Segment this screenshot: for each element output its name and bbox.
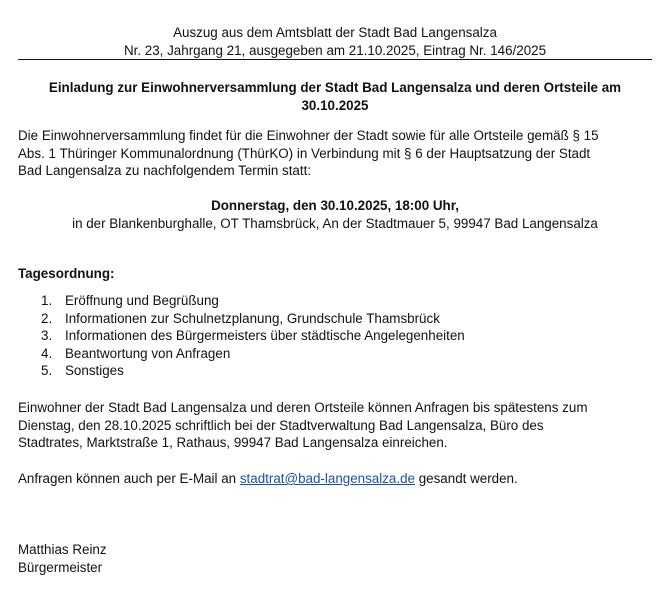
email-link[interactable]: stadtrat@bad-langensalza.de [239, 471, 415, 486]
requests-line-3: Stadtrates, Marktstraße 1, Rathaus, 99947 Bad Langensalza einreichen. [18, 435, 448, 451]
appointment-block [0, 197, 670, 232]
email-text-before: Anfragen können auch per E-Mail an [18, 471, 240, 486]
agenda-item-text: Beantwortung von Anfragen [65, 345, 231, 361]
document-title [18, 79, 652, 114]
agenda-item-text: Informationen des Bürgermeisters über städtische Angelegenheiten [65, 328, 465, 344]
gazette-header-line-2: Nr. 23, Jahrgang 21, ausgegeben am 21.10.2025, Eintrag Nr. 146/2025 [123, 42, 547, 58]
header-divider [18, 59, 652, 60]
signature-name: Matthias Reinz [18, 542, 107, 557]
agenda-list [18, 292, 465, 380]
gazette-header [0, 24, 670, 59]
signature-block [18, 541, 107, 578]
appointment-location: in der Blankenburghalle, OT Thamsbrück, An der Stadtmauer 5, 99947 Bad Langensalza [72, 215, 598, 231]
agenda-item-text: Sonstiges [65, 363, 124, 379]
agenda-item [18, 345, 465, 363]
requests-line-2: Dienstag, den 28.10.2025 schriftlich bei der Stadtverwaltung Bad Langensalza, Büro des [18, 417, 544, 433]
requests-paragraph [18, 399, 654, 452]
intro-line-1: Die Einwohnerversammlung findet für die Einwohner der Stadt sowie für alle Ortsteile gemäß § 15 [18, 128, 599, 143]
document-title-line-2: 30.10.2025 [301, 97, 369, 113]
document-title-line-1: Einladung zur Einwohnerversammlung der Stadt Bad Langensalza und deren Ortsteile am [48, 80, 622, 95]
email-paragraph [18, 470, 654, 488]
agenda-item-number: 3. [41, 328, 53, 344]
agenda-item-text: Eröffnung und Begrüßung [65, 293, 219, 308]
agenda-item-number: 2. [41, 310, 53, 326]
agenda-item-number: 5. [41, 363, 53, 379]
gazette-header-line-1: Auszug aus dem Amtsblatt der Stadt Bad Langensalza [173, 25, 497, 40]
intro-line-3: Bad Langensalza zu nachfolgendem Termin statt: [18, 163, 312, 179]
agenda-item [18, 327, 465, 345]
agenda-item [18, 310, 465, 328]
agenda-item-text: Informationen zur Schulnetzplanung, Grundschule Thamsbrück [65, 310, 440, 326]
agenda-item [18, 362, 465, 380]
appointment-date: Donnerstag, den 30.10.2025, 18:00 Uhr, [211, 198, 459, 213]
email-line [18, 470, 654, 488]
agenda-item-number: 1. [41, 293, 53, 308]
intro-line-2: Abs. 1 Thüringer Kommunalordnung (ThürKO) in Verbindung mit § 6 der Hauptsatzung der Stadt [18, 145, 591, 161]
signature-role: Bürgermeister [18, 560, 103, 576]
requests-line-1: Einwohner der Stadt Bad Langensalza und deren Ortsteile können Anfragen bis spätestens zum [18, 400, 588, 415]
email-text-after: gesandt werden. [414, 471, 518, 486]
agenda-heading: Tagesordnung: [18, 266, 115, 281]
intro-paragraph [18, 127, 654, 180]
agenda-item-number: 4. [41, 345, 53, 361]
agenda-item [18, 292, 465, 310]
